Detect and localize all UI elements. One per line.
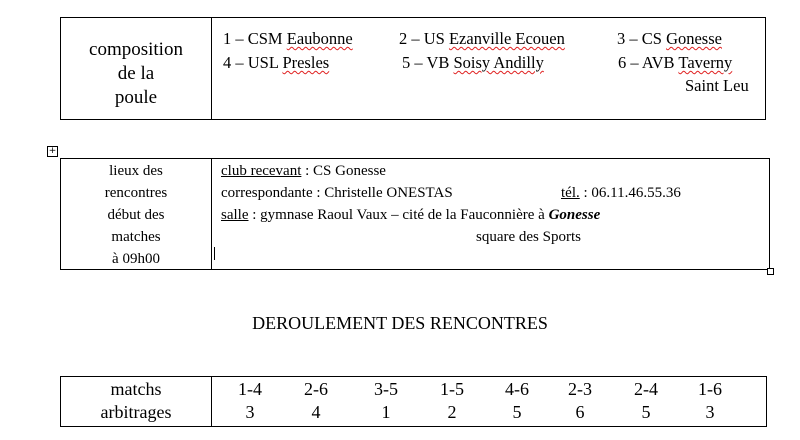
match-cell: 2-4: [634, 379, 658, 399]
phone-line: [561, 182, 681, 204]
team-entry: 2 – US Ezanville Ecouen: [399, 29, 565, 48]
column-divider: [211, 18, 212, 119]
text-cursor: [214, 247, 215, 260]
team-entry: 1 – CSM Eaubonne: [223, 29, 353, 48]
referee-cell: 5: [512, 402, 522, 422]
team-entry: 5 – VB Soisy Andilly: [402, 53, 544, 72]
host-club-value: : CS Gonesse: [301, 163, 386, 179]
resize-handle-icon[interactable]: [767, 268, 774, 275]
match-cell: 1-4: [238, 379, 262, 399]
match-cell: 1-5: [440, 379, 464, 399]
referee-cell: 3: [705, 402, 715, 422]
referee-cell: 4: [311, 402, 321, 422]
venue-address-line: square des Sports: [476, 229, 581, 245]
match-cell: 1-6: [698, 379, 722, 399]
venue-label-line-2: rencontres: [104, 185, 168, 201]
match-schedule-table: [60, 376, 767, 427]
match-cell: 2-3: [568, 379, 592, 399]
contact-name: correspondante : Christelle ONESTAS: [221, 185, 453, 201]
column-divider: [211, 159, 212, 269]
host-club-label: club recevant: [221, 163, 302, 179]
venue-value: : gymnase Raoul Vaux – cité de la Fauconnière à: [248, 207, 549, 223]
team-entry: 4 – USL Presles: [223, 53, 330, 72]
poule-composition-table: [60, 17, 766, 120]
phone-label: tél.: [561, 185, 580, 201]
move-handle-icon[interactable]: +: [48, 146, 57, 156]
referee-cell: 1: [381, 402, 391, 422]
match-cell: 3-5: [374, 379, 398, 399]
team-name: Eaubonne: [286, 29, 353, 48]
referee-cell: 6: [575, 402, 585, 422]
venue-city: Gonesse: [548, 207, 601, 223]
match-cell: 2-6: [304, 379, 328, 399]
referee-cell: 3: [245, 402, 255, 422]
match-cell: 4-6: [505, 379, 529, 399]
referee-cell: 2: [447, 402, 457, 422]
team-6-continuation: Saint Leu: [685, 76, 749, 95]
referees-row-label: arbitrages: [100, 402, 172, 422]
venue-line: [221, 204, 600, 226]
venue-label-line-3: début des: [107, 207, 165, 223]
team-entry: 3 – CS Gonesse: [617, 29, 722, 48]
venue-label-line-4: matches: [111, 229, 161, 245]
matches-row-label: matchs: [110, 379, 162, 399]
team-entry: 6 – AVB Taverny: [618, 53, 733, 72]
column-divider: [211, 377, 212, 426]
contact-line: [221, 182, 453, 204]
section-heading: DEROULEMENT DES RENCONTRES: [252, 313, 548, 333]
venue-label: salle: [221, 207, 249, 223]
host-club-line: [221, 160, 386, 182]
venue-table: [60, 158, 770, 270]
venue-label-line-1: lieux des: [109, 163, 163, 179]
team-name: Gonesse: [666, 29, 722, 48]
composition-label-line-1: composition: [89, 39, 183, 60]
phone-value: : 06.11.46.55.36: [579, 185, 681, 201]
team-name: Presles: [282, 53, 330, 72]
team-name: Taverny: [678, 53, 733, 72]
composition-label-line-2: de la: [117, 63, 155, 84]
venue-label-line-5: à 09h00: [112, 251, 160, 267]
composition-label-line-3: poule: [114, 87, 158, 108]
team-name: Soisy Andilly: [453, 53, 544, 72]
referee-cell: 5: [641, 402, 651, 422]
team-name: Ezanville Ecouen: [448, 29, 565, 48]
